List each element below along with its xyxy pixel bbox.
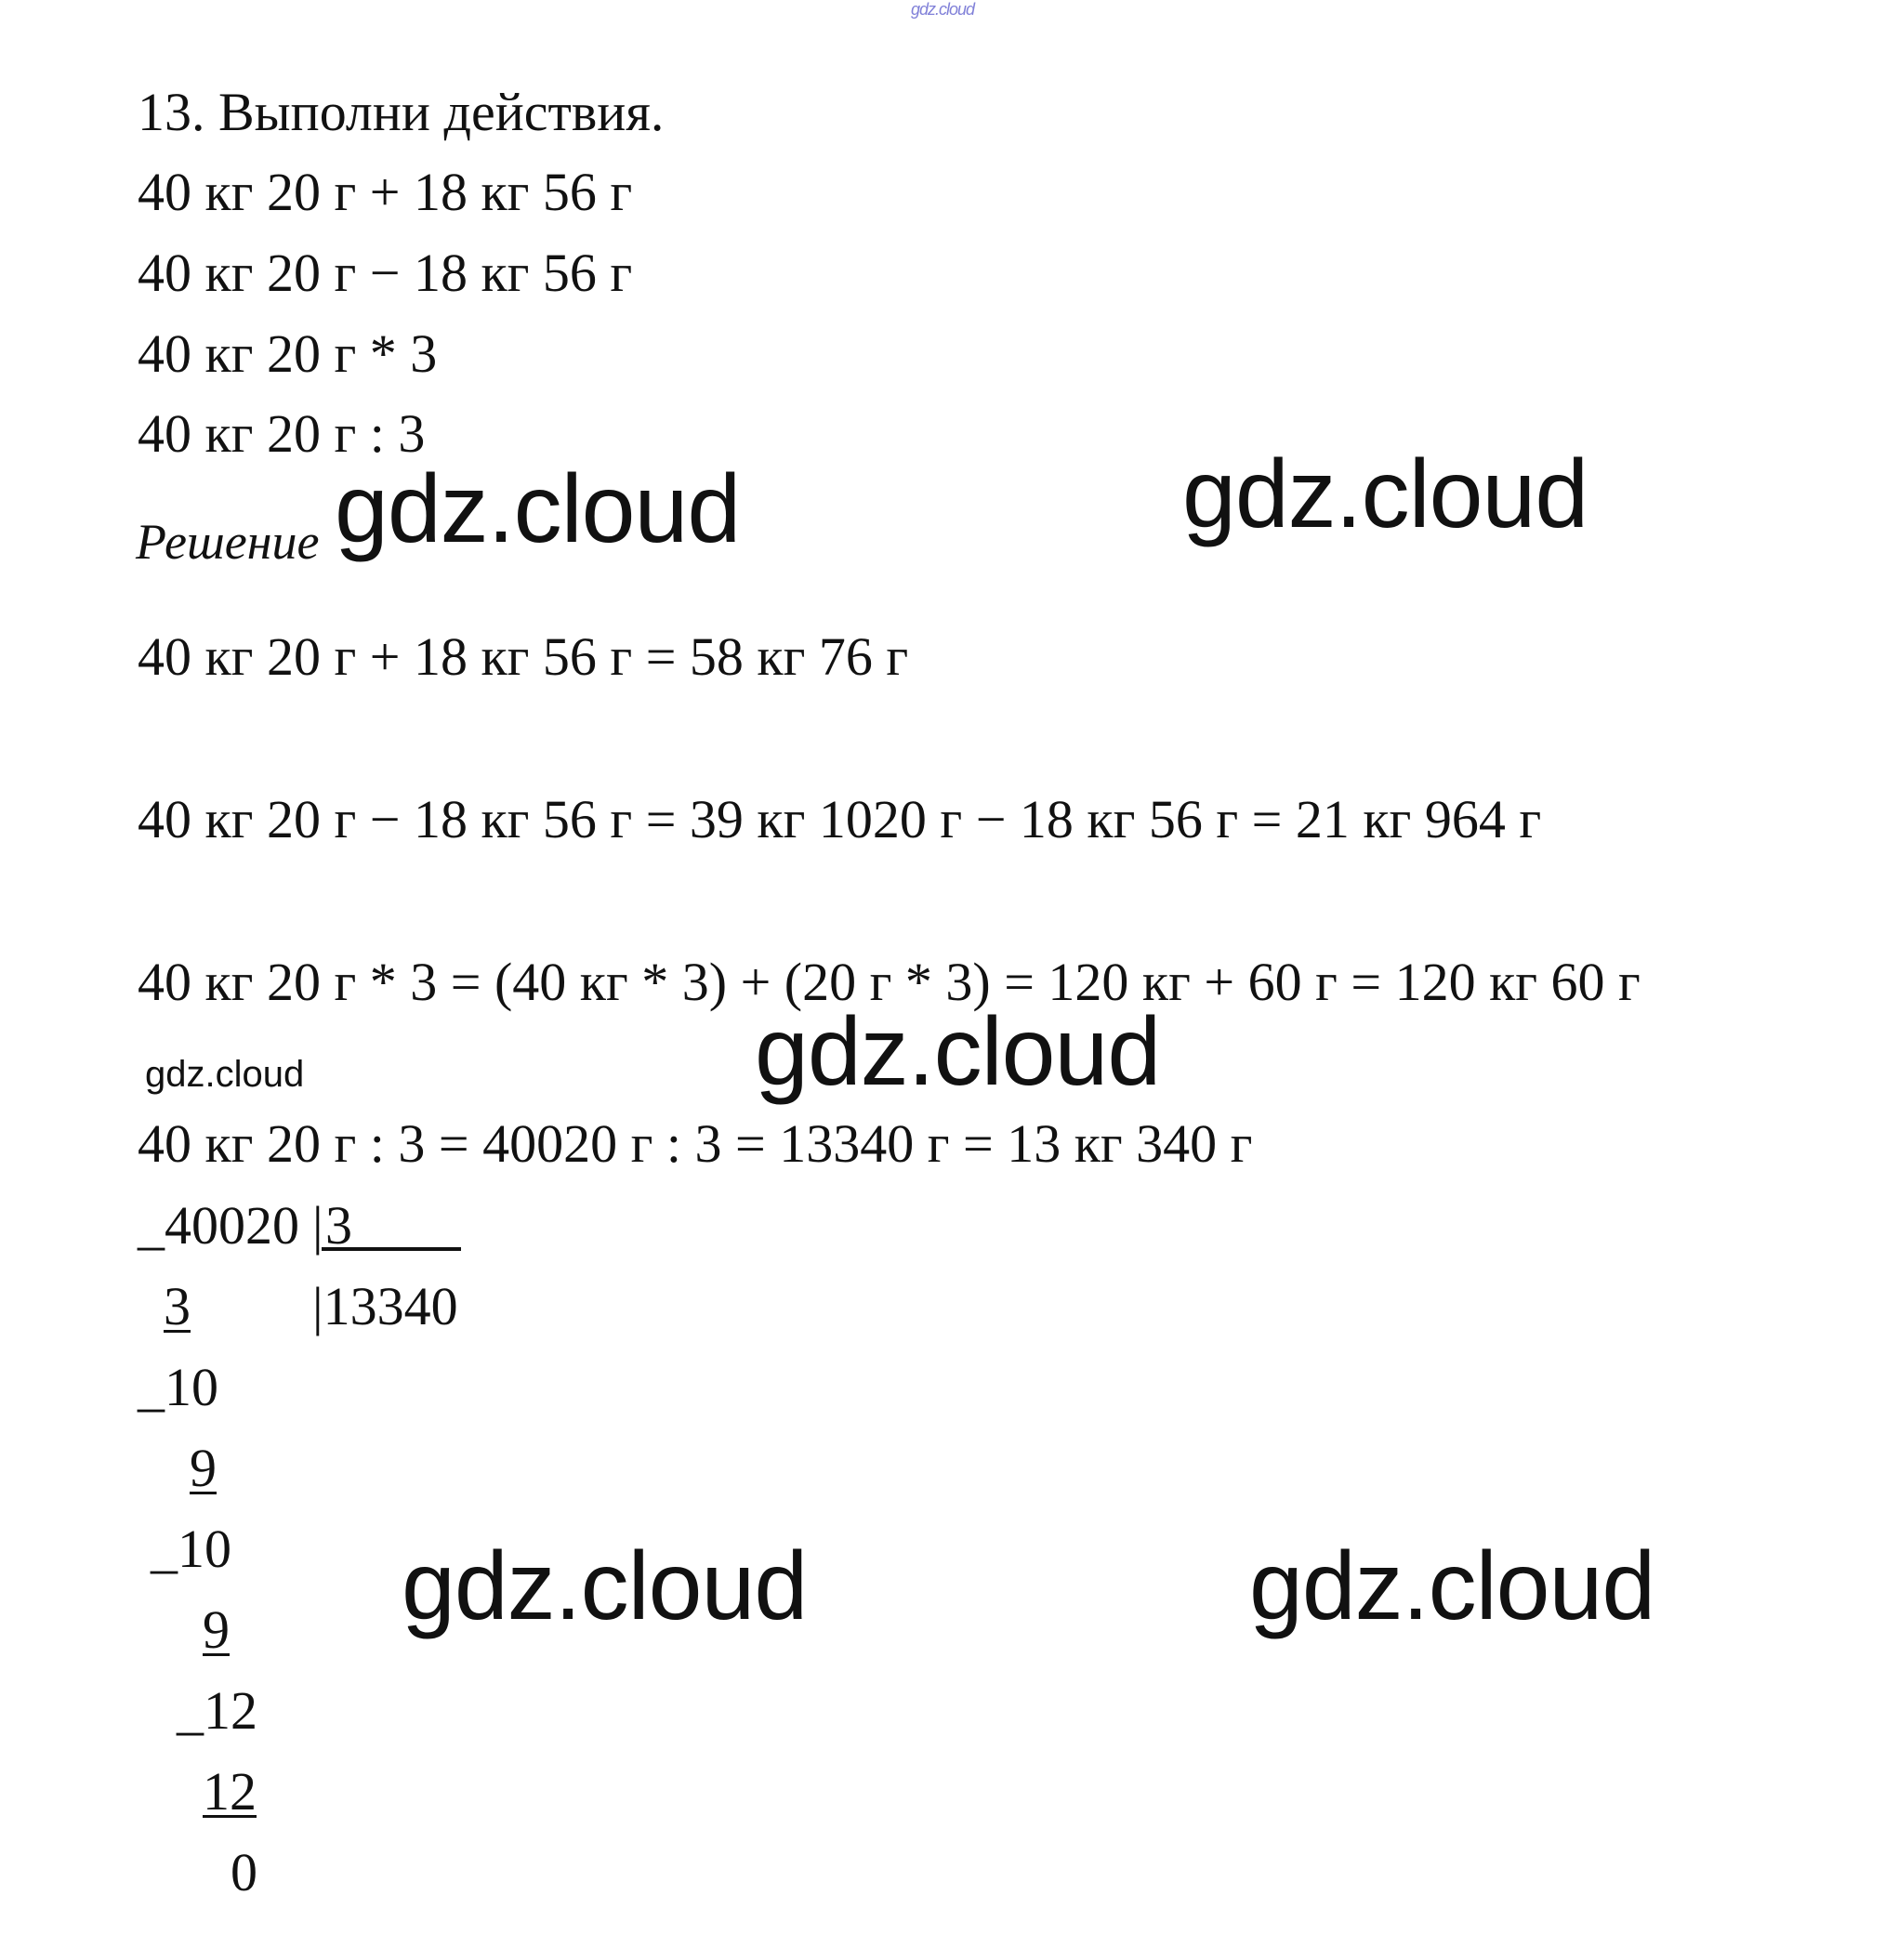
watermark-3: gdz.cloud: [755, 998, 1161, 1106]
task-item-3: 40 кг 20 г * 3: [138, 323, 438, 384]
division-step-6: _12: [177, 1680, 257, 1741]
division-step-1: 3: [164, 1276, 191, 1336]
top-watermark: gdz.cloud: [910, 0, 975, 19]
divisor-underline: [322, 1247, 461, 1251]
solution-line-1: 40 кг 20 г + 18 кг 56 г = 58 кг 76 г: [138, 626, 909, 687]
task-title: 13. Выполни действия.: [138, 82, 665, 142]
solution-heading: Решение: [136, 514, 320, 570]
task-item-2: 40 кг 20 г − 18 кг 56 г: [138, 243, 633, 303]
division-step-2: _10: [138, 1357, 218, 1417]
division-step-4: _10: [151, 1519, 231, 1579]
division-divisor: 3: [325, 1195, 352, 1256]
watermark-4: gdz.cloud: [145, 1054, 305, 1095]
solution-line-3: 40 кг 20 г * 3 = (40 кг * 3) + (20 г * 3) = 120 кг + 60 г = 120 кг 60 г: [138, 952, 1641, 1012]
solution-line-4: 40 кг 20 г : 3 = 40020 г : 3 = 13340 г = 13 кг 340 г: [138, 1113, 1253, 1174]
division-quotient: |13340: [312, 1276, 458, 1336]
division-step-8: 0: [231, 1842, 257, 1902]
watermark-6: gdz.cloud: [1249, 1532, 1655, 1640]
watermark-2: gdz.cloud: [1182, 441, 1588, 548]
task-item-4: 40 кг 20 г : 3: [138, 403, 426, 464]
solution-line-2: 40 кг 20 г − 18 кг 56 г = 39 кг 1020 г − 18 кг 56 г = 21 кг 964 г: [138, 789, 1542, 849]
division-step-5: 9: [203, 1599, 230, 1660]
division-dividend: _40020: [138, 1195, 299, 1256]
division-step-3: 9: [190, 1438, 217, 1498]
watermark-1: gdz.cloud: [335, 455, 741, 563]
watermark-5: gdz.cloud: [402, 1532, 808, 1640]
division-step-7: 12: [203, 1761, 257, 1822]
task-item-1: 40 кг 20 г + 18 кг 56 г: [138, 162, 633, 222]
division-bar: |: [312, 1195, 323, 1256]
